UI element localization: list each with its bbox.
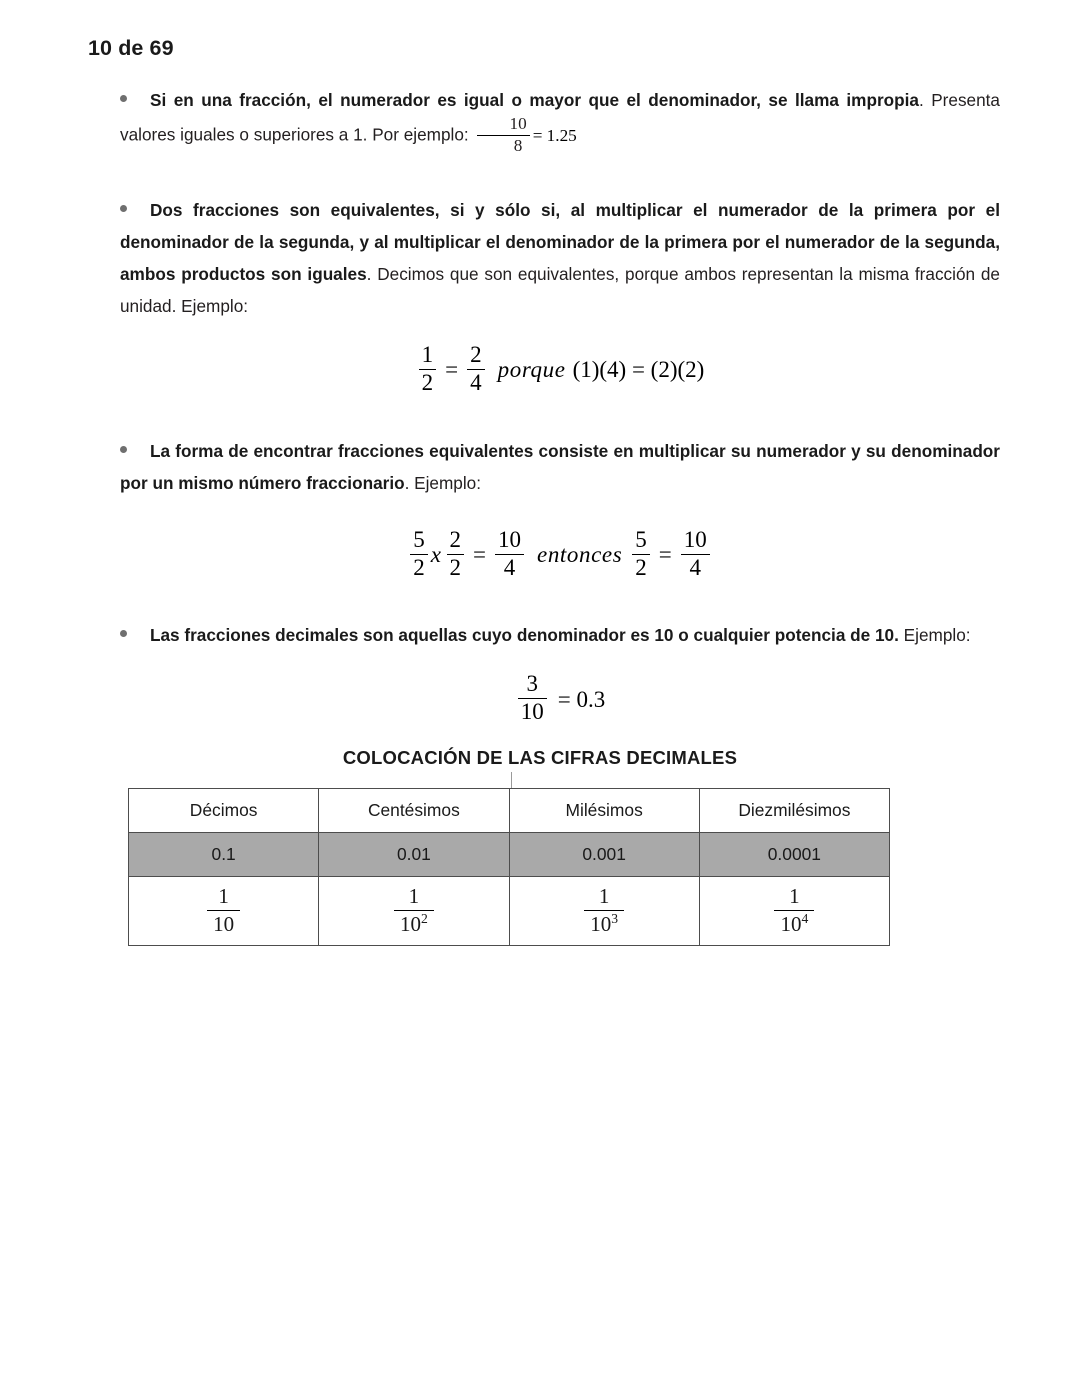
fraction-numerator: 3	[518, 672, 547, 699]
bullet-dot-icon	[120, 95, 127, 102]
bullet-bold-text: La forma de encontrar fracciones equivalentes consiste en multiplicar su numerador y su denominador por un mismo número fraccionario	[120, 440, 1000, 493]
fraction-denominator	[584, 911, 624, 937]
spacer	[120, 651, 1000, 673]
equation-decimal	[120, 673, 1000, 726]
table-cell-decimal-0: 0.1	[129, 833, 319, 877]
fraction-2-over-4	[467, 343, 485, 396]
equals-sign: =	[445, 357, 459, 383]
table-cell-fraction-1	[319, 877, 509, 946]
fraction-denominator: 2	[413, 554, 425, 580]
bullet-item-encontrar-equivalentes	[120, 435, 1000, 499]
fraction-exponent: 4	[801, 910, 809, 926]
spacer	[120, 499, 1000, 529]
fraction-exponent: 3	[611, 910, 619, 926]
fraction-exponent: 2	[420, 910, 428, 926]
fraction-10-over-8	[477, 115, 530, 155]
table-cell-decimal-1: 0.01	[319, 833, 509, 877]
bullet-bold-text: Las fracciones decimales son aquellas cuyo denominador es 10 o cualquier potencia de 10.	[150, 625, 899, 646]
fraction-denominator: 2	[421, 369, 434, 395]
fraction-numerator: 10	[495, 528, 524, 555]
equation-equivalentes	[120, 344, 1000, 397]
bullet-item-equivalentes	[120, 194, 1000, 322]
bullet-normal-text: . Ejemplo:	[404, 472, 482, 493]
fraction-denominator: 10	[520, 699, 544, 725]
table-cell-decimal-2: 0.001	[509, 833, 699, 877]
bullet-item-fracciones-decimales	[120, 619, 1000, 651]
fraction-base: 10	[780, 911, 802, 936]
spacer	[120, 581, 1000, 619]
table-row-decimal-values	[129, 833, 890, 877]
spacer	[120, 322, 1000, 344]
fraction-10-over-4-right	[681, 528, 710, 581]
equals-sign-second: =	[658, 542, 672, 568]
fraction-numerator: 5	[632, 528, 650, 555]
fraction-numerator: 2	[467, 343, 485, 370]
fraction-1-over-10	[207, 884, 240, 937]
spacer	[120, 156, 1000, 194]
fraction-3-over-10	[518, 672, 547, 725]
table-title: COLOCACIÓN DE LAS CIFRAS DECIMALES	[342, 747, 738, 768]
page-folio: 10 de 69	[88, 36, 174, 60]
bullet-paragraph-fracciones-decimales	[120, 619, 1000, 651]
table-cell-fraction-2	[509, 877, 699, 946]
fraction-denominator: 2	[635, 554, 647, 580]
fraction-base: 10	[590, 911, 612, 936]
table-row-fraction-values	[129, 877, 890, 946]
decimal-equals-value: = 0.3	[557, 686, 606, 712]
bullet-dot-icon	[120, 446, 127, 453]
table-header-diezmilesimos: Diezmilésimos	[699, 789, 889, 833]
fraction-numerator: 10	[681, 528, 710, 555]
fraction-denominator: 2	[449, 554, 462, 580]
bullet-normal-text: . Presenta valores iguales o superiores a 1. Por ejemplo:	[120, 90, 1000, 145]
fraction-5-over-2-right	[632, 528, 650, 581]
bullet-paragraph-encontrar-equivalentes	[120, 435, 1000, 499]
equation-multiplicar	[120, 526, 1000, 582]
fraction-numerator: 5	[410, 528, 428, 555]
decimal-places-table	[128, 788, 890, 946]
fraction-numerator: 1	[584, 884, 624, 911]
inline-equals-value: = 1.25	[532, 125, 577, 145]
fraction-numerator: 1	[774, 884, 814, 911]
table-cell-decimal-3: 0.0001	[699, 833, 889, 877]
equals-sign-first: =	[473, 542, 487, 568]
bullet-paragraph-equivalentes	[120, 194, 1000, 322]
spacer	[120, 397, 1000, 435]
fraction-1-over-10-squared	[394, 884, 434, 937]
fraction-numerator: 1	[207, 884, 240, 911]
fraction-1-over-10-cubed	[584, 884, 624, 937]
fraction-base: 10	[213, 911, 235, 936]
equation-word-porque: porque	[497, 357, 566, 383]
fraction-2-over-2	[447, 528, 465, 581]
table-cell-fraction-0	[129, 877, 319, 946]
bullet-normal-text: . Decimos que son equivalentes, porque ambos representan la misma fracción de unidad. Ejemplo:	[120, 264, 1000, 317]
fraction-base: 10	[399, 911, 421, 936]
table-header-row	[129, 789, 890, 833]
bullet-item-impropia	[120, 84, 1000, 156]
multiplication-symbol: x	[430, 542, 442, 568]
fraction-numerator: 1	[419, 343, 437, 370]
bullet-paragraph-impropia	[120, 84, 1000, 156]
fraction-5-over-2-left	[410, 528, 428, 581]
fraction-numerator: 1	[394, 884, 434, 911]
table-header-milesimos: Milésimos	[509, 789, 699, 833]
fraction-1-over-10-fourth	[774, 884, 814, 937]
fraction-numerator: 10	[477, 115, 530, 136]
document-body	[120, 84, 1000, 726]
fraction-10-over-4-left	[495, 528, 524, 581]
table-tick-mark	[511, 772, 512, 789]
table-header-decimos: Décimos	[129, 789, 319, 833]
fraction-denominator	[207, 911, 240, 937]
table-cell-fraction-3	[699, 877, 889, 946]
fraction-denominator	[774, 911, 814, 937]
bullet-normal-text: Ejemplo:	[898, 625, 971, 646]
table-header-centesimos: Centésimos	[319, 789, 509, 833]
fraction-denominator: 4	[689, 554, 702, 580]
inline-fraction-10-8	[474, 114, 577, 155]
fraction-denominator: 4	[470, 369, 482, 395]
fraction-numerator: 2	[447, 528, 465, 555]
equation-word-entonces: entonces	[537, 542, 623, 568]
fraction-denominator: 8	[513, 135, 523, 155]
fraction-1-over-2	[419, 343, 437, 396]
bullet-bold-text: Dos fracciones son equivalentes, si y sólo si, al multiplicar el numerador de la primera por el denominador de la segunda, y al multiplicar el denominador de la primera por el numerador de la segunda, ambos productos son iguales	[120, 200, 1000, 285]
bullet-bold-text: Si en una fracción, el numerador es igual o mayor que el denominador, se llama impropia	[150, 90, 919, 110]
fraction-denominator: 4	[503, 554, 516, 580]
equation-products: (1)(4) = (2)(2)	[572, 357, 705, 383]
fraction-denominator	[394, 911, 434, 937]
